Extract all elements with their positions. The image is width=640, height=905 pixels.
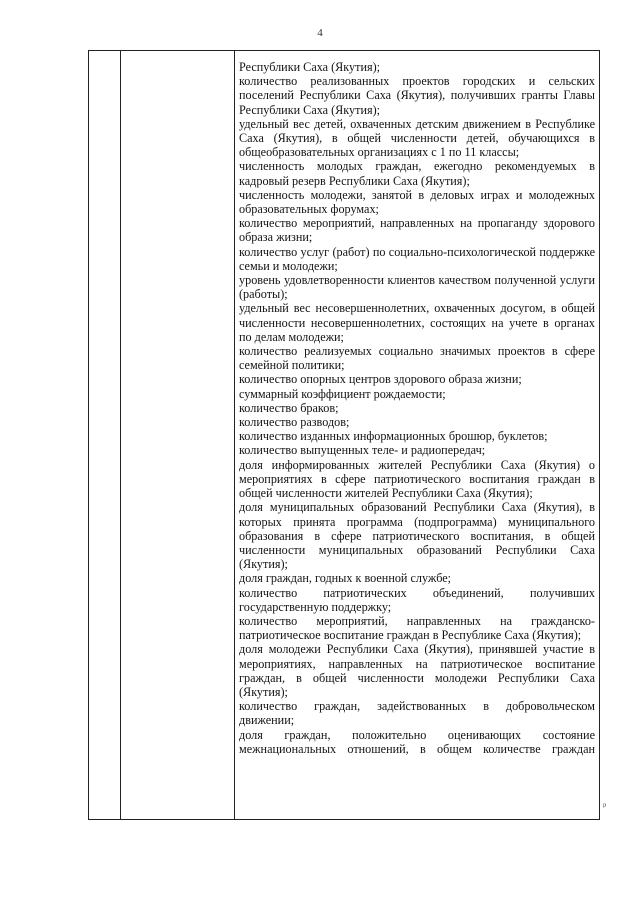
- indicator-item: количество реализуемых социально значимых проектов в сфере семейной политики;: [239, 344, 595, 373]
- indicator-item: доля муниципальных образований Республики Саха (Якутия), в которых принята программа (подпрограмма) муниципального образования в сфере патриотического воспитания, в общей численности муниципальных образований Республики Саха (Якутия);: [239, 500, 595, 572]
- indicator-item: количество браков;: [239, 400, 339, 415]
- indicator-item: суммарный коэффициент рождаемости;: [239, 386, 446, 401]
- indicator-item: количество патриотических объединений, получивших государственную поддержку;: [239, 585, 595, 614]
- column-divider-2: [234, 51, 235, 819]
- indicator-item: удельный вес несовершеннолетних, охваченных досугом, в общей численности несовершеннолетних, состоящих на учете в органах по делам молодежи;: [239, 301, 595, 344]
- indicator-item: количество опорных центров здорового образа жизни;: [239, 372, 522, 387]
- indicator-item: количество разводов;: [239, 415, 350, 430]
- indicator-item: уровень удовлетворенности клиентов качеством полученной услуги (работы);: [239, 273, 595, 302]
- indicators-cell: [239, 60, 595, 756]
- indicator-item: численность молодежи, занятой в деловых играх и молодежных образовательных форумах;: [239, 187, 595, 217]
- indicator-item: количество мероприятий, направленных на пропаганду здорового образа жизни;: [239, 216, 595, 245]
- indicator-item: численность молодых граждан, ежегодно рекомендуемых в кадровый резерв Республики Саха (Якутия);: [239, 159, 595, 188]
- indicator-item: количество мероприятий, направленных на гражданско-патриотическое воспитание граждан в Республике Саха (Якутия);: [239, 613, 595, 643]
- indicator-item: удельный вес детей, охваченных детским движением в Республике Саха (Якутия), в общей численности детей, обучающихся в общеобразовательных организациях с 1 по 11 классы;: [239, 116, 595, 160]
- indicator-item: Республики Саха (Якутия);: [239, 60, 381, 74]
- indicator-item: доля граждан, положительно оценивающих состояние межнациональных отношений, в общем количестве граждан: [239, 727, 595, 756]
- indicator-item: количество реализованных проектов городских и сельских поселений Республики Саха (Якутия), получивших гранты Главы Республики Саха (Якутия);: [239, 74, 595, 117]
- indicator-item: количество изданных информационных брошюр, буклетов;: [239, 429, 548, 444]
- page-number: 4: [317, 27, 323, 39]
- indicator-item: количество граждан, задействованных в добровольческом движении;: [239, 699, 595, 728]
- indicator-item: доля молодежи Республики Саха (Якутия), принявшей участие в мероприятиях, направленных на патриотическое воспитание граждан, в общей численности молодежи Республики Саха (Якутия);: [239, 642, 595, 699]
- indicator-item: доля граждан, годных к военной службе;: [239, 571, 452, 586]
- indicator-item: количество услуг (работ) по социально-психологической поддержке семьи и молодежи;: [239, 244, 595, 273]
- column-divider-1: [120, 51, 121, 819]
- program-table: [88, 50, 600, 820]
- indicator-item: количество выпущенных теле- и радиопередач;: [239, 443, 486, 458]
- margin-mark: ᵖ: [603, 801, 607, 812]
- indicator-item: доля информированных жителей Республики Саха (Якутия) о мероприятиях в сфере патриотического воспитания граждан в общей численности жителей Республики Саха (Якутия);: [239, 457, 595, 501]
